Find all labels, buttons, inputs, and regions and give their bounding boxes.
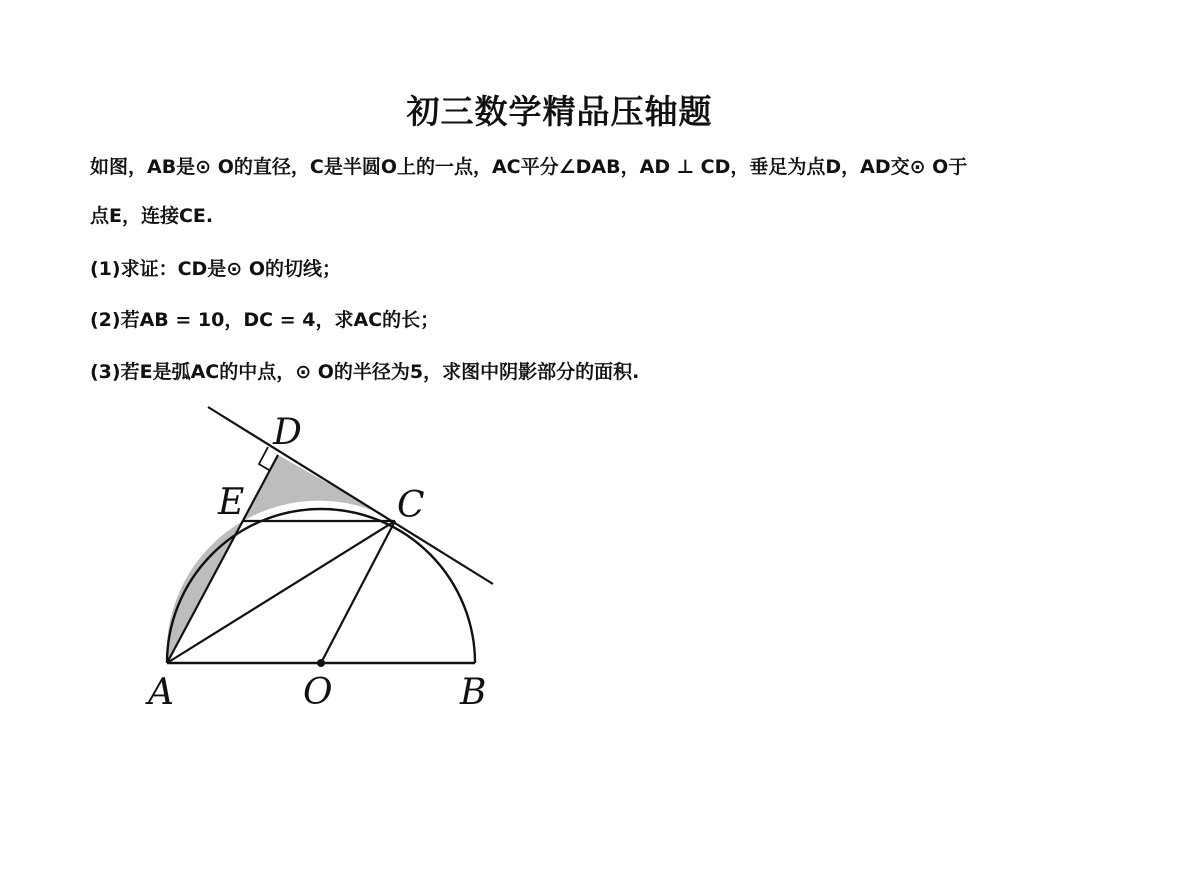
center-point-o [317, 659, 325, 667]
label-a: A [148, 672, 174, 713]
shaded-region-dec [243, 455, 395, 521]
semicircle-arc [167, 509, 475, 663]
right-angle-mark [259, 447, 269, 470]
label-o: O [303, 672, 333, 713]
label-d: D [273, 412, 302, 453]
label-b: B [460, 672, 487, 713]
tangent-line [208, 407, 493, 584]
problem-stem-line-1: 如图，AB是⊙ O的直径，C是半圆O上的一点，AC平分∠DAB，AD ⊥ CD，垂足为点D，AD交⊙ O于 [90, 156, 968, 178]
segment-oc [321, 521, 395, 663]
question-1: (1)求证：CD是⊙ O的切线； [90, 258, 341, 280]
label-c: C [397, 485, 425, 526]
question-2: (2)若AB = 10，DC = 4，求AC的长； [90, 309, 440, 331]
label-e: E [218, 482, 245, 523]
question-3: (3)若E是弧AC的中点，⊙ O的半径为5，求图中阴影部分的面积. [90, 361, 640, 383]
problem-stem-line-2: 点E，连接CE. [90, 205, 214, 227]
page-title: 初三数学精品压轴题 [406, 92, 713, 131]
